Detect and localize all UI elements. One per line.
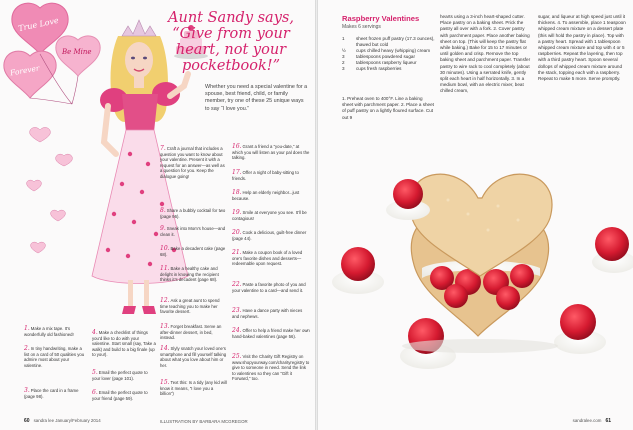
- tip-13: 13.Forget breakfast. Serve an after-dinner dessert, in bed, instead.: [160, 323, 222, 341]
- steps-column-3: sugar, and liqueur at high speed just until it thickens. 4. To assemble, place 1 teaspoon whipped cream mixture on a dessert plate (this will hold the pastry in place). Top with a pastry heart. Spread with 1 tablespoon whipped cream mixture and top with 4 or 5 raspberries. Repeat the layering, then top with a third pastry heart. Spoon several dollops of whipped cream mixture around the stack, topping each with a raspberry. Repeat to make 5 more. Serve promptly.: [538, 14, 626, 82]
- tip-3: 3.Place the card in a frame (page 98).: [24, 387, 79, 399]
- ingredient-item: ½ cups chilled heavy (whipping) cream: [342, 48, 431, 53]
- tip-18: 18.Help an elderly neighbor...just because.: [232, 189, 300, 201]
- tip-10: 10.Bake a decadent cake (page 68).: [160, 245, 226, 257]
- ingredient-item: 2 tablespoons raspberry liqueur: [342, 60, 417, 65]
- raspberry-valentines-photo: [318, 140, 633, 422]
- intro-text: Whether you need a special valentine for a spouse, best friend, child, or family member, try one of these 25 unique ways to say “I love you.”: [205, 84, 308, 112]
- tip-22: 22.Paste a favorite photo of you and your valentine to a card—and send it.: [232, 281, 306, 293]
- steps-column-1: 1. Preheat oven to 400°F. Line a baking sheet with parchment paper. 2. Place a sheet of puff pastry on a lightly floured surface. Cut out 9: [342, 96, 434, 120]
- tip-4: 4.Make a checklist of things you’d like to do with your valentine. Start small (say, Take a walk) and build to a big finale (up to you!).: [92, 329, 156, 358]
- tip-2: 2.In tiny handwriting, make a list on a card of 50 qualities you admire most about your valentine.: [24, 345, 85, 368]
- left-folio: 60 sandra lee January/February 2014: [24, 418, 101, 424]
- floating-hearts-decoration: [20, 120, 90, 280]
- tip-24: 24.Offer to help a friend make her own hand-baked valentines (page 56).: [232, 327, 310, 339]
- balloon-text-true-love: True Love: [17, 15, 60, 34]
- tip-1: 1.Make a mix tape. It’s wonderfully old fashioned!: [24, 325, 74, 337]
- tip-12: 12.Ask a great aunt to spend time teaching you to make her favorite dessert.: [160, 297, 220, 315]
- tip-23: 23.Have a dance party with nieces and nephews.: [232, 307, 303, 319]
- recipe-servings: Makes 6 servings: [342, 24, 381, 30]
- balloon-text-be-mine: Be Mine: [62, 48, 92, 56]
- tip-6: 6.Email the perfect quote to your friend (page 59).: [92, 389, 148, 401]
- ingredient-item: 3 tablespoons powdered sugar: [342, 54, 415, 59]
- steps-column-2: hearts using a 3-inch heart-shaped cutter. Place pastry on a baking sheet. Prick the pastry all over with a fork. 2. Cover pastry with parchment paper. Place another baking sheet on top. (This will keep the pastry flat while baking.) Bake for 15 to 17 minutes or until golden and crisp. Remove the top baking sheet and parchment paper. Transfer pastry to wire rack to cool completely (about 30 minutes). Using a serrated knife, gently split each heart in half horizontally. 3. In a medium bowl, with an electric mixer, beat chilled cream,: [440, 14, 531, 94]
- balloon-text-forever: Forever: [9, 63, 41, 78]
- left-page: [0, 0, 315, 430]
- ingredient-item: 3 cups fresh raspberries: [342, 66, 402, 71]
- tip-11: 11.Bake a healthy cake and delight in knowing the recipient thinks it’s decadent (page 68).: [160, 265, 219, 283]
- tip-19: 19.Smile at everyone you see. It’ll be contagious!: [232, 209, 307, 221]
- headline: Aunt Sandy says, “Give from your heart, not your pocketbook!”: [168, 10, 294, 74]
- recipe-title: Raspberry Valentines: [342, 14, 420, 23]
- tip-9: 9.Sneak into Mom’s house—and clean it.: [160, 225, 226, 237]
- tip-15: 15.Text this: Is a tidy (any kid will know it means, “I love you a billion”): [160, 379, 227, 397]
- tip-17: 17.Offer a night of baby-sitting to friends.: [232, 169, 299, 181]
- tip-20: 20.Cook a delicious, guilt-free dinner (page 44).: [232, 229, 307, 241]
- tip-21: 21.Make a coupon book of a loved one’s favorite dishes and desserts—redeemable upon request.: [232, 249, 303, 267]
- tip-25: 25.Visit the Charity Gift Registry on www.shopyourway.com/charityregistry to give to someone in need. Send the link to valentines so they can “Gift it Forward,” too.: [232, 353, 310, 382]
- ingredient-list: [342, 36, 437, 72]
- tip-7: 7.Craft a journal that includes a question you want to know about your valentine. Present it with a request for an answer—as well as a question for you. Keep the dialogue going!: [160, 145, 225, 179]
- tip-5: 5.Email the perfect quote to your lover (page 101).: [92, 369, 148, 381]
- right-page: [318, 0, 633, 430]
- tip-14: 14.Slyly snatch your loved one’s smartphone and fill yourself talking about what you love about him or her.: [160, 345, 227, 368]
- illustration-credit: ILLUSTRATION BY BARBARA MCGREGOR: [160, 419, 248, 424]
- ingredient-item: 1 sheet frozen puff pastry (17.3 ounces), thawed but cold: [342, 36, 435, 47]
- tip-16: 16.Grant a friend a “you-date,” at which you will listen as your pal does the talking.: [232, 143, 310, 161]
- right-folio: sandralee.com 61: [572, 418, 611, 424]
- tip-8: 8.Share a bubbly cocktail for two (page 96).: [160, 207, 226, 219]
